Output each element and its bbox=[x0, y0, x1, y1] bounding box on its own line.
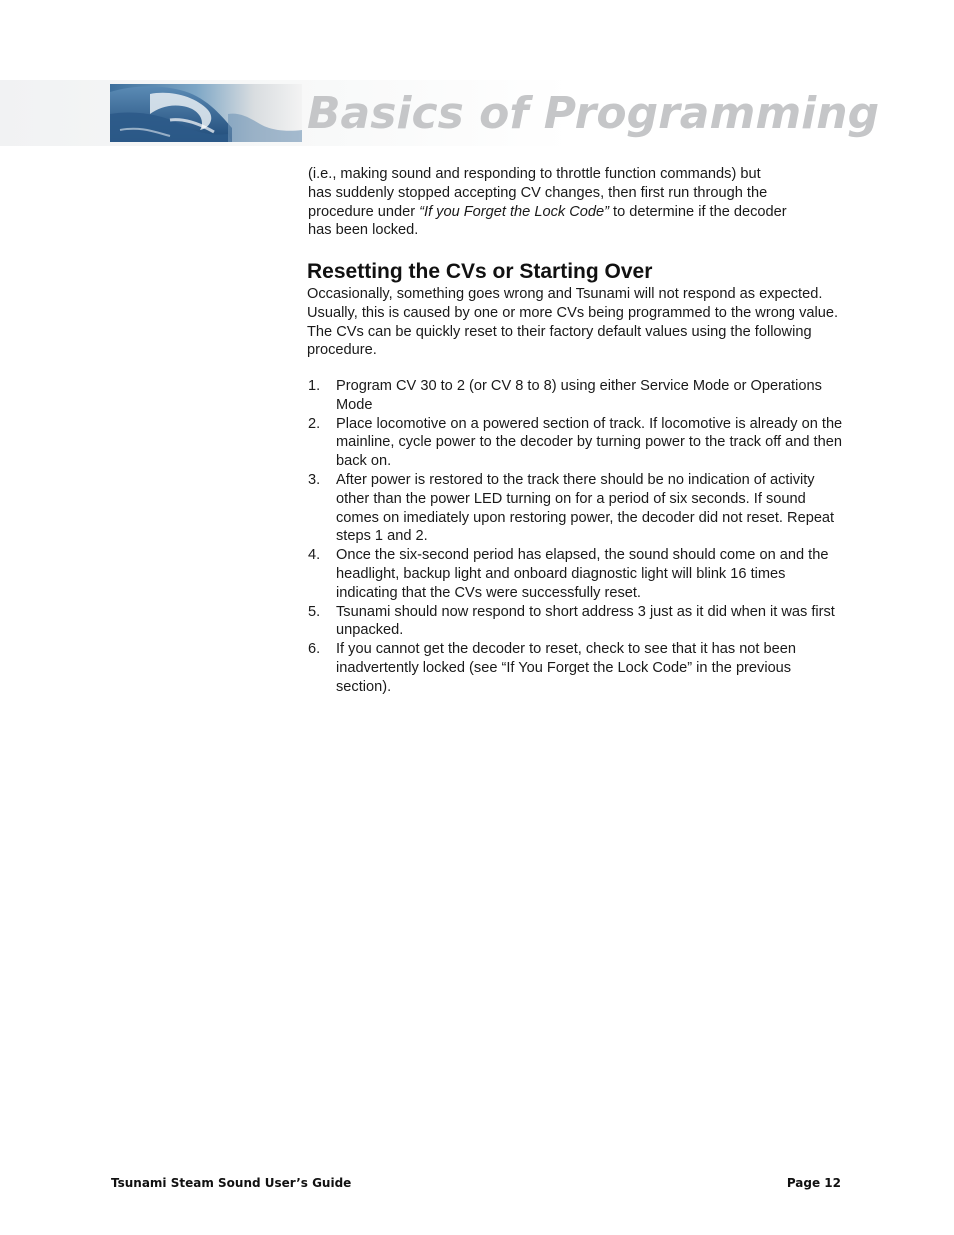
intro-line bbox=[308, 203, 838, 222]
lock-code-reference: “If you Forget the Lock Code” bbox=[419, 203, 609, 220]
footer-guide-title: Tsunami Steam Sound User’s Guide bbox=[111, 1176, 352, 1190]
step-text: Tsunami should now respond to short address 3 just as it did when it was first unpacked. bbox=[336, 603, 835, 639]
list-item bbox=[307, 377, 847, 415]
list-item bbox=[307, 415, 847, 471]
step-text: Program CV 30 to 2 (or CV 8 to 8) using either Service Mode or Operations Mode bbox=[336, 378, 822, 413]
step-text: Once the six-second period has elapsed, the sound should come on and the headlight, backup light and onboard diagnostic light will blink 16 times indicating that the CVs were successfully reset. bbox=[336, 547, 829, 601]
step-text: Place locomotive on a powered section of track. If locomotive is already on the mainline, cycle power to the decoder by turning power to the track off and then back on. bbox=[336, 415, 843, 470]
step-number: 1. bbox=[308, 378, 321, 394]
intro-line: has suddenly stopped accepting CV changes, then first run through the bbox=[308, 184, 768, 201]
list-item bbox=[307, 640, 847, 696]
intro-paragraph bbox=[308, 165, 838, 240]
step-number: 6. bbox=[308, 641, 321, 658]
section-body: Occasionally, something goes wrong and Tsunami will not respond as expected. Usually, this is caused by one or more CVs being programmed to the wrong value. The CVs can be quickly reset to their factory default values using the following procedure. bbox=[307, 286, 839, 359]
list-item bbox=[307, 471, 847, 546]
intro-text: procedure under bbox=[308, 203, 420, 220]
step-text: If you cannot get the decoder to reset, check to see that it has not been inadvertently locked (see “If You Forget the Lock Code” in the previous section). bbox=[336, 641, 797, 695]
page-title: Basics of Programming bbox=[307, 88, 880, 139]
step-number: 4. bbox=[308, 547, 321, 564]
section-heading: Resetting the CVs or Starting Over bbox=[307, 260, 653, 283]
footer-page-number: Page 12 bbox=[786, 1176, 841, 1190]
list-item bbox=[307, 603, 847, 641]
step-number: 3. bbox=[308, 471, 321, 488]
step-number: 2. bbox=[308, 415, 321, 432]
steps-list bbox=[307, 377, 847, 697]
intro-text: to determine if the decoder bbox=[608, 203, 787, 220]
step-text: After power is restored to the track there should be no indication of activity other than the power LED turning on for a period of six seconds. If sound comes on imediately upon restoring power, the decoder did not reset. Repeat steps 1 and 2. bbox=[336, 471, 835, 545]
list-item bbox=[307, 546, 847, 602]
ocean-wave-image bbox=[110, 84, 302, 142]
step-number: 5. bbox=[308, 603, 321, 620]
intro-line: has been locked. bbox=[308, 222, 419, 239]
intro-line: (i.e., making sound and responding to throttle function commands) but bbox=[308, 166, 761, 182]
